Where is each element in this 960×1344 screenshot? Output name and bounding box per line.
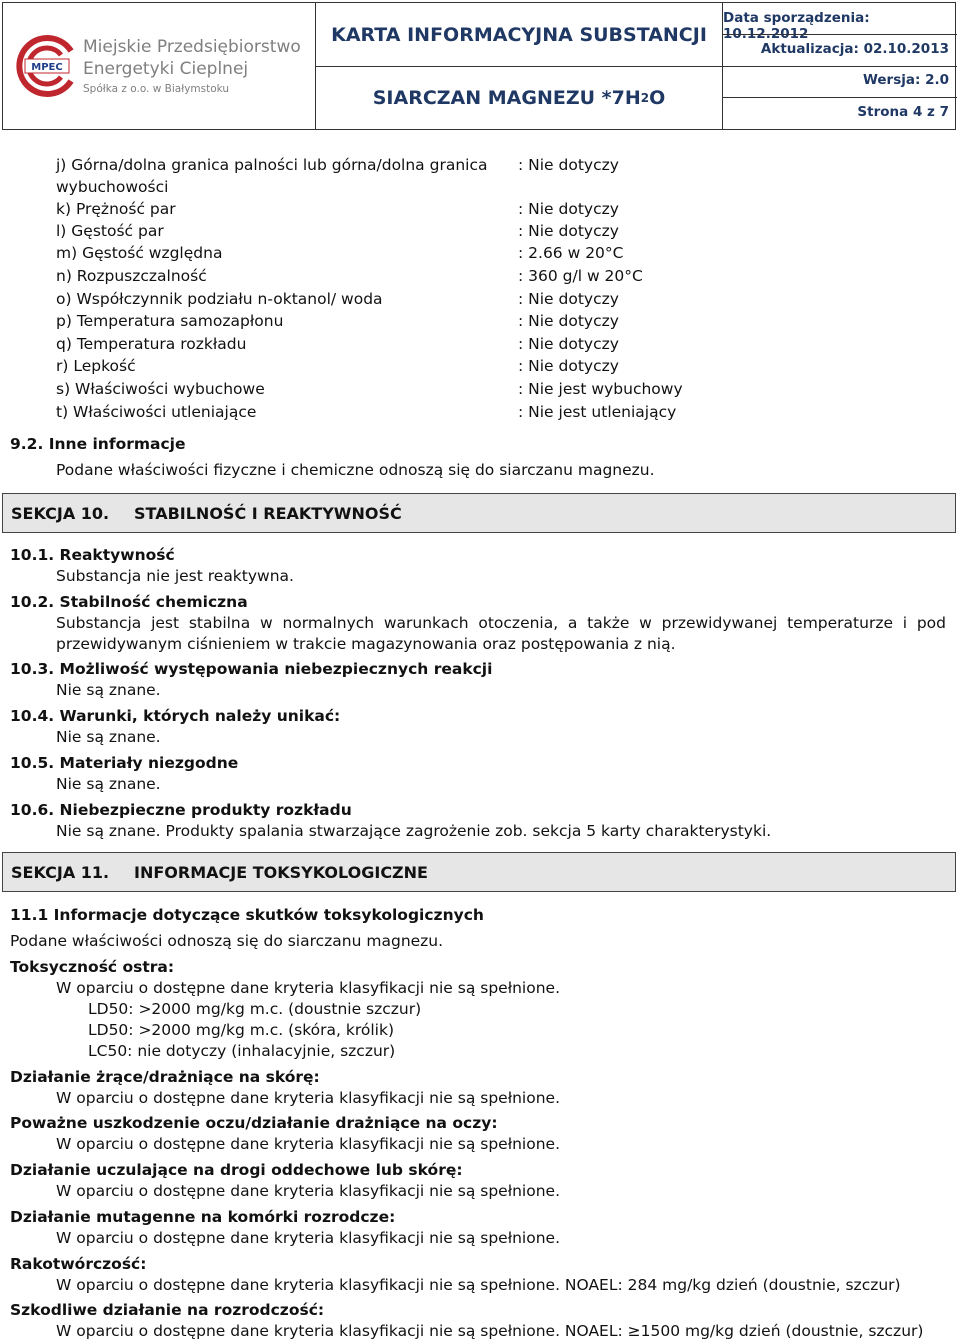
company-name-line1: Miejskie Przedsiębiorstwo — [83, 37, 301, 57]
ld50-oral: LD50: >2000 mg/kg m.c. (doustnie szczur) — [88, 1000, 422, 1018]
lc50-inhalation: LC50: nie dotyczy (inhalacyjnie, szczur) — [88, 1042, 396, 1060]
reproductive-toxicity-text: W oparciu o dostępne dane kryteria klasyfikacji nie są spełnione. NOAEL: ≥1500 mg/kg dzień (doustnie, szczur) — [56, 1322, 924, 1340]
s10-5-text: Nie są znane. — [56, 775, 161, 793]
property-label: m) Gęstość względna — [56, 244, 223, 262]
version: Wersja: 2.0 — [862, 72, 949, 88]
skin-corrosion-text: W oparciu o dostępne dane kryteria klasyfikacji nie są spełnione. — [56, 1089, 560, 1107]
property-label: l) Gęstość par — [56, 222, 164, 240]
property-value: : Nie dotyczy — [518, 312, 619, 330]
property-label: s) Właściwości wybuchowe — [56, 380, 265, 398]
s10-2-text-line1: Substancja jest stabilna w normalnych warunkach otoczenia, a także w przewidywanej temperaturze i pod — [56, 614, 946, 632]
property-value: : Nie dotyczy — [518, 290, 619, 308]
property-label: r) Lepkość — [56, 357, 136, 375]
company-name-line2: Energetyki Cieplnej — [83, 59, 249, 79]
s10-1-text: Substancja nie jest reaktywna. — [56, 567, 294, 585]
s11-1-text: Podane właściwości odnoszą się do siarczanu magnezu. — [10, 932, 444, 950]
section-9-2-text: Podane właściwości fizyczne i chemiczne odnoszą się do siarczanu magnezu. — [56, 461, 655, 479]
mpec-logo-icon — [11, 31, 81, 101]
s10-5-heading: 10.5. Materiały niezgodne — [10, 754, 239, 772]
meta-block — [723, 3, 957, 129]
card-title: KARTA INFORMACYJNA SUBSTANCJI — [316, 3, 722, 67]
section-10-title: STABILNOŚĆ I REAKTYWNOŚĆ — [134, 504, 402, 523]
ld50-skin: LD50: >2000 mg/kg m.c. (skóra, królik) — [88, 1021, 394, 1039]
property-label: j) Górna/dolna granica palności lub górna/dolna granica — [56, 156, 488, 174]
carcinogenicity-heading: Rakotwórczość: — [10, 1255, 147, 1273]
s10-6-heading: 10.6. Niebezpieczne produkty rozkładu — [10, 801, 352, 819]
section-10-bar — [2, 493, 956, 533]
property-value: : Nie dotyczy — [518, 200, 619, 218]
substance-name: SIARCZAN MAGNEZU *7H 2 O — [372, 86, 666, 109]
property-label: q) Temperatura rozkładu — [56, 335, 247, 353]
s11-1-heading: 11.1 Informacje dotyczące skutków toksykologicznych — [10, 906, 484, 924]
skin-corrosion-heading: Działanie żrące/drażniące na skórę: — [10, 1068, 320, 1086]
date-created: Data sporządzenia: 10.12.2012 — [723, 10, 870, 42]
section-11-title: INFORMACJE TOKSYKOLOGICZNE — [134, 863, 428, 882]
property-label: k) Prężność par — [56, 200, 176, 218]
acute-toxicity-text: W oparciu o dostępne dane kryteria klasyfikacji nie są spełnione. — [56, 979, 560, 997]
property-value: : Nie dotyczy — [518, 335, 619, 353]
property-value: : Nie dotyczy — [518, 222, 619, 240]
page-number: Strona 4 z 7 — [857, 104, 949, 120]
section-11-number: SEKCJA 11. — [11, 863, 110, 882]
reproductive-toxicity-heading: Szkodliwe działanie na rozrodczość: — [10, 1301, 325, 1319]
company-name-line3: Spółka z o.o. w Białymstoku — [83, 83, 230, 95]
property-value: : Nie dotyczy — [518, 357, 619, 375]
s10-1-heading: 10.1. Reaktywność — [10, 546, 175, 564]
eye-damage-heading: Poważne uszkodzenie oczu/działanie drażniące na oczy: — [10, 1114, 498, 1132]
property-label: p) Temperatura samozapłonu — [56, 312, 284, 330]
section-9-2-heading: 9.2. Inne informacje — [10, 435, 186, 453]
mutagenicity-heading: Działanie mutagenne na komórki rozrodcze: — [10, 1208, 396, 1226]
eye-damage-text: W oparciu o dostępne dane kryteria klasyfikacji nie są spełnione. — [56, 1135, 560, 1153]
sensitisation-heading: Działanie uczulające na drogi oddechowe lub skórę: — [10, 1161, 463, 1179]
s10-6-text: Nie są znane. Produkty spalania stwarzające zagrożenie zob. sekcja 5 karty charakterystyki. — [56, 822, 772, 840]
property-value: : Nie jest wybuchowy — [518, 380, 683, 398]
property-value: : Nie jest utleniający — [518, 403, 677, 421]
section-10-number: SEKCJA 10. — [11, 504, 110, 523]
property-value: : 2.66 w 20°C — [518, 244, 624, 262]
section-11-bar — [2, 852, 956, 892]
s10-4-text: Nie są znane. — [56, 728, 161, 746]
property-value: : Nie dotyczy — [518, 156, 619, 174]
property-label: t) Właściwości utleniające — [56, 403, 257, 421]
s10-4-heading: 10.4. Warunki, których należy unikać: — [10, 707, 341, 725]
acute-toxicity-heading: Toksyczność ostra: — [10, 958, 175, 976]
document-header — [2, 2, 956, 130]
property-label: n) Rozpuszczalność — [56, 267, 207, 285]
date-updated: Aktualizacja: 02.10.2013 — [760, 41, 949, 57]
company-logo-block — [3, 3, 316, 129]
property-label-continued: wybuchowości — [56, 178, 169, 196]
s10-2-heading: 10.2. Stabilność chemiczna — [10, 593, 248, 611]
s10-3-text: Nie są znane. — [56, 681, 161, 699]
s10-3-heading: 10.3. Możliwość występowania niebezpiecznych reakcji — [10, 660, 493, 678]
s10-2-text-line2: przewidywanym ciśnieniem w trakcie magazynowania oraz postępowania z nią. — [56, 635, 676, 653]
property-value: : 360 g/l w 20°C — [518, 267, 643, 285]
property-label: o) Współczynnik podziału n-oktanol/ woda — [56, 290, 383, 308]
title-block — [316, 3, 723, 129]
sensitisation-text: W oparciu o dostępne dane kryteria klasyfikacji nie są spełnione. — [56, 1182, 560, 1200]
mutagenicity-text: W oparciu o dostępne dane kryteria klasyfikacji nie są spełnione. — [56, 1229, 560, 1247]
svg-text:MPEC: MPEC — [31, 62, 63, 73]
carcinogenicity-text: W oparciu o dostępne dane kryteria klasyfikacji nie są spełnione. NOAEL: 284 mg/kg dzień (doustnie, szczur) — [56, 1276, 901, 1294]
